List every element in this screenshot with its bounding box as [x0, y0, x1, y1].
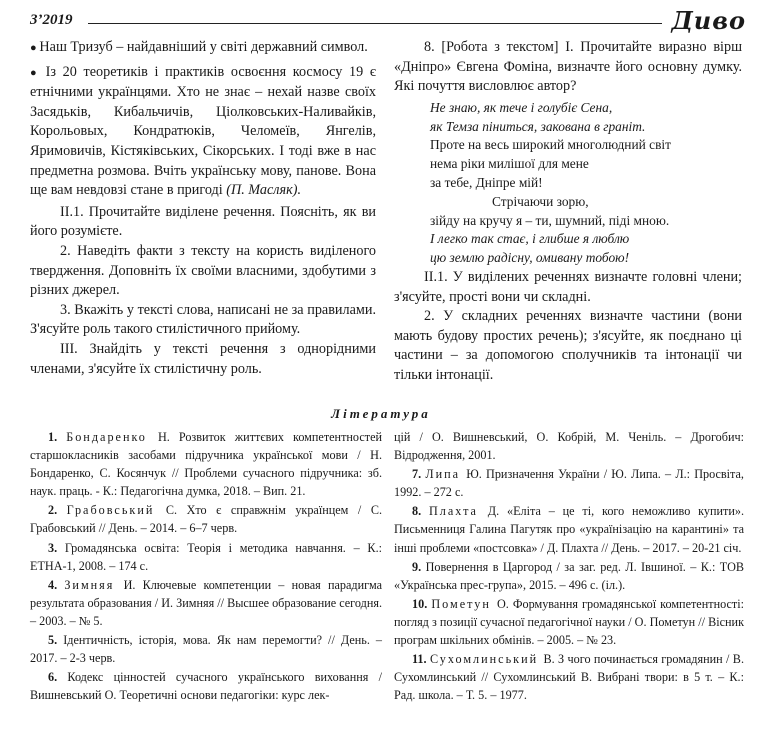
task-8: 8. [Робота з текстом] І. Прочитайте виразно вірш «Дніпро» Євгена Фоміна, визначте його основну думку. Які почуття висловлює автор? — [394, 39, 742, 95]
entry-number: 9. — [412, 559, 426, 574]
literature-entry — [30, 501, 382, 537]
entry-number: 4. — [48, 577, 65, 592]
literature-entry — [30, 631, 382, 667]
bullet-space — [30, 63, 376, 201]
entry-number: 10. — [412, 596, 432, 611]
literature-entry — [30, 668, 382, 704]
poem-line: Проте на весь широкий многолюдний світ — [430, 137, 671, 153]
poem-line: Стрічаючи зорю, — [492, 193, 589, 209]
literature-entry — [394, 465, 744, 501]
poem-line: зійду на кручу я – ти, шумний, піді мною. — [430, 212, 670, 228]
entry-number: 7. — [412, 467, 426, 482]
entry-text: Ю. Призначення України / Ю. Липа. – Л.: Просвіта, 1992. – 272 с. — [394, 467, 744, 500]
entry-author: Пометун — [431, 596, 497, 611]
entry-number: 3. — [48, 540, 65, 555]
literature-right — [394, 428, 744, 705]
entry-text: Д. «Еліта – це ті, кого неможливо купити». Письменниця Галина Пагутяк про «українізацію на карантині» та інші проблеми «постсовка» / Д. Плахта // День. – 2017. – 20-21 січ. — [394, 504, 744, 555]
entry-text: И. Ключевые компетенции – новая парадигма результата образования / И. Зимняя // Высшее образование сегодня. – 2003. – № 5. — [30, 577, 382, 628]
poem-line: за тебе, Дніпре мій! — [430, 174, 543, 190]
entry-number: 2. — [48, 503, 67, 518]
magazine-logo: Дивo — [671, 6, 746, 35]
poem-line: Не знаю, як тече і голубіє Сена, — [430, 99, 613, 115]
entry-number: 5. — [48, 633, 64, 648]
entry-text: С. Хто є справжнім українцем / С. Грабовський // День. – 2014. – 6–7 черв. — [30, 503, 382, 536]
entry-author: Зимняя — [64, 577, 124, 592]
left-column — [30, 38, 376, 379]
entry-author: Грабовський — [66, 503, 166, 518]
literature-entry — [30, 576, 382, 630]
entry-number: 6. — [48, 670, 68, 685]
task-iii: III. Знайдіть у тексті речення з однорідними членами, з'ясуйте їх стилістичну роль. — [30, 340, 376, 377]
entry-number: 1. — [48, 430, 67, 444]
poem-line: нема ріки милішої для мене — [430, 156, 589, 172]
page-header — [26, 6, 748, 38]
literature-entry — [30, 428, 382, 500]
entry-number: 11. — [412, 652, 430, 667]
entry-author: Плахта — [428, 504, 488, 519]
literature-entry — [394, 595, 744, 649]
task-ii-1-right: II.1. У виділених реченнях визначте головні члени; з'ясуйте, прості вони чи складні. — [394, 268, 742, 305]
poem-line: І легко так стає, і глибше я люблю — [430, 231, 630, 247]
right-column — [394, 38, 742, 386]
task-ii-2-right: 2. У складних реченнях визначте частини (вони мають будову простих речень); з'ясуйте, як поєднано ці частини – за допомогою сполучників та інтонації чи тільки інтонації. — [394, 308, 742, 383]
literature-entry — [30, 539, 382, 575]
entry-text: Повернення в Царгород / за заг. ред. Л. Івшиної. – К.: ТОВ «Українська прес-група», 2015. – 496 с. (іл.). — [394, 559, 745, 592]
entry-author: Бондаренко — [66, 430, 158, 444]
entry-text: Громадянська освіта: Теорія і методика навчання. – К.: ЕТНА-1, 2008. – 174 с. — [30, 540, 382, 573]
issue-number: 3’2019 — [30, 12, 73, 28]
literature-left — [30, 428, 382, 705]
literature-title: Література — [331, 406, 431, 421]
poem-line: як Темза піниться, закована в граніт. — [430, 118, 646, 134]
entry-text: Кодекс цінностей сучасного українського виховання / Вишневський О. Теоретичні основи педагогіки: курс лек- — [30, 670, 383, 703]
task-ii-1: II.1. Прочитайте виділене речення. Поясніть, як ви його розумієте. — [30, 203, 376, 240]
entry-text: цій / О. Вишневський, О. Кобрій, М. Ченіль. – Дрогобич: Відродження, 2001. — [394, 430, 744, 463]
entry-text: Ідентичність, історія, мова. Як нам перемогти? // День. – 2017. – 2-3 черв. — [30, 633, 382, 666]
task-ii-3: 3. Вкажіть у тексті слова, написані не за правилами. З'ясуйте роль такого стилістичного прийому. — [30, 301, 376, 338]
bullet-space-text: Із 20 теоретиків і практиків освоєння космосу 19 є етнічними українцями. Хто не знає – нехай назве своїх Засядьків, Кибальчичів, Ціолковських-Наливайків, Корольовых, Кондратюків, Челомеїв, Янгелів, Яримовичів, Кістяківських, Сікорських. І тоді вже в нас предметна розмова. Вчіть українську мову, панове. Вона ще вам невдовзі стане в пригоді — [30, 63, 376, 199]
bullet-trident: ● Наш Тризуб – найдавніший у світі державний символ. — [30, 38, 376, 59]
poem-line: цю землю радісну, омивану тобою! — [430, 250, 630, 266]
entry-text: В. З чого починається громадянин / В. Сухомлинський // Сухомлинський В. Вибрані твори: в 5 т. – К.: Рад. школа. – Т. 5. – 1977. — [394, 652, 744, 703]
literature-entry — [394, 558, 744, 594]
entry-text: Н. Розвиток життєвих компетентностей старшокласників засобами підручника української мови / Н. Бондаренко, С. Косянчук // Проблеми сучасного підручника: зб. наук. праць. - К.: Педагогічна думка, 2018. – Вип. 21. — [30, 430, 382, 499]
entry-author: Липа — [425, 467, 467, 482]
literature-entry — [394, 502, 744, 556]
entry-author: Сухомлинський — [429, 652, 544, 667]
literature-entry — [394, 428, 744, 464]
header-rule — [88, 23, 662, 24]
bullet-space-source: (П. Масляк). — [226, 182, 301, 199]
literature-entry — [394, 650, 744, 704]
entry-number: 8. — [412, 504, 429, 519]
task-ii-2: 2. Наведіть факти з тексту на користь виділеного твердження. Доповніть їх своїми власними, здобутими з різних джерел. — [30, 242, 376, 299]
poem — [394, 99, 742, 268]
entry-text: О. Формування громадянської компетентності: погляд з позиції сучасної педагогічної науки / О. Пометун // Вісник програм шкільних обмінів. – 2005. – № 23. — [394, 596, 744, 648]
